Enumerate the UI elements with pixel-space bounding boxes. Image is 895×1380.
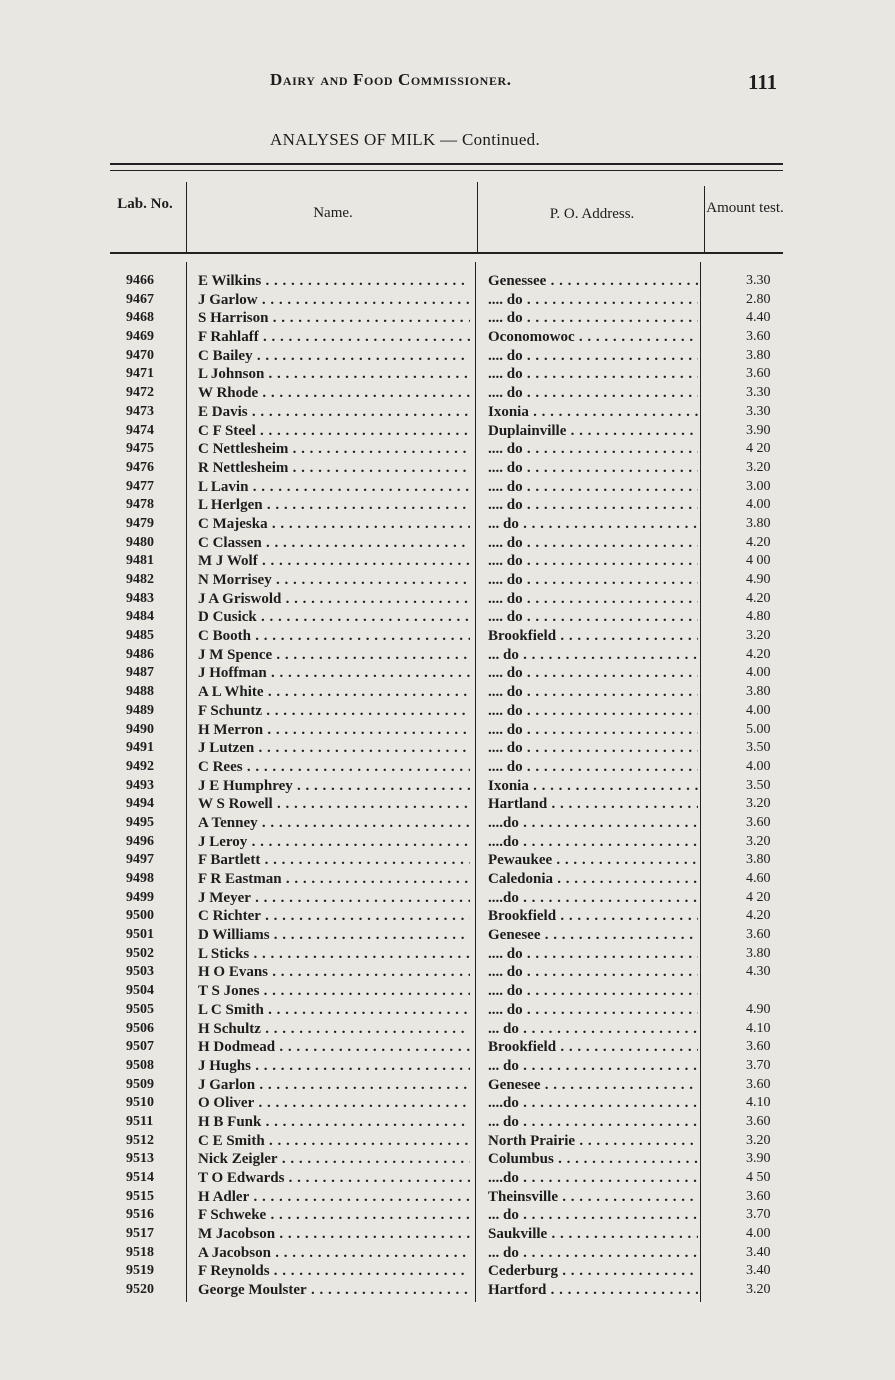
name-cell: J Leroy . . . xyxy=(198,833,470,851)
table-row xyxy=(0,1038,895,1057)
table-row xyxy=(0,777,895,796)
address-cell: ... do . . . xyxy=(488,646,698,664)
amount-cell: 3.50 xyxy=(746,740,771,756)
address-cell: Caledonia . . . xyxy=(488,870,698,888)
name-cell: M Jacobson . . . xyxy=(198,1225,470,1243)
table-row xyxy=(0,534,895,553)
address-cell: .... do . . . xyxy=(488,365,698,383)
lab-number: 9493 xyxy=(126,777,154,793)
address-cell: Brookfield . . . xyxy=(488,627,698,645)
lab-number: 9513 xyxy=(126,1151,154,1167)
amount-cell: 3.20 xyxy=(746,459,771,475)
address-cell: ....do . . . xyxy=(488,814,698,832)
amount-cell: 4.80 xyxy=(746,609,771,625)
milk-analysis-table xyxy=(0,272,895,1300)
lab-number: 9485 xyxy=(126,628,154,644)
address-cell: .... do . . . xyxy=(488,459,698,477)
amount-cell: 3.90 xyxy=(746,1151,771,1167)
lab-number: 9509 xyxy=(126,1076,154,1092)
column-header-name: Name. xyxy=(313,205,353,221)
table-row xyxy=(0,664,895,683)
name-cell: H Dodmead . . . xyxy=(198,1038,470,1056)
name-cell: C Majeska . . . xyxy=(198,515,470,533)
table-row xyxy=(0,739,895,758)
lab-number: 9491 xyxy=(126,740,154,756)
table-row xyxy=(0,702,895,721)
table-row xyxy=(0,870,895,889)
name-cell: W Rhode . . . xyxy=(198,384,470,402)
lab-number: 9483 xyxy=(126,590,154,606)
name-cell: D Cusick . . . xyxy=(198,608,470,626)
lab-number: 9494 xyxy=(126,796,154,812)
address-cell: Ixonia . . . xyxy=(488,777,698,795)
table-row xyxy=(0,926,895,945)
amount-cell: 4.30 xyxy=(746,964,771,980)
address-cell: Brookfield . . . xyxy=(488,907,698,925)
amount-cell: 4.10 xyxy=(746,1020,771,1036)
table-row xyxy=(0,1076,895,1095)
address-cell: North Prairie . . . xyxy=(488,1132,698,1150)
address-cell: .... do . . . xyxy=(488,590,698,608)
table-row xyxy=(0,1262,895,1281)
name-cell: F Reynolds . . . xyxy=(198,1262,470,1280)
table-row xyxy=(0,440,895,459)
amount-cell: 4.40 xyxy=(746,310,771,326)
lab-number: 9467 xyxy=(126,291,154,307)
name-cell: S Harrison . . . xyxy=(198,309,470,327)
amount-cell: 3.40 xyxy=(746,1244,771,1260)
address-cell: ... do . . . xyxy=(488,515,698,533)
name-cell: O Oliver . . . xyxy=(198,1094,470,1112)
amount-cell: 3.60 xyxy=(746,927,771,943)
lab-number: 9474 xyxy=(126,422,154,438)
address-cell: ....do . . . xyxy=(488,1169,698,1187)
amount-cell: 5.00 xyxy=(746,721,771,737)
amount-cell: 3.60 xyxy=(746,1188,771,1204)
name-cell: T S Jones . . . xyxy=(198,982,470,1000)
lab-number: 9475 xyxy=(126,441,154,457)
address-cell: ... do . . . xyxy=(488,1020,698,1038)
lab-number: 9466 xyxy=(126,273,154,288)
address-cell: .... do . . . xyxy=(488,534,698,552)
address-cell: Saukville . . . xyxy=(488,1225,698,1243)
amount-cell: 3.50 xyxy=(746,777,771,793)
name-cell: J A Griswold . . . xyxy=(198,590,470,608)
table-row xyxy=(0,1057,895,1076)
address-cell: .... do . . . xyxy=(488,982,698,1000)
amount-cell: 3.30 xyxy=(746,273,771,288)
lab-number: 9478 xyxy=(126,497,154,513)
name-cell: F R Eastman . . . xyxy=(198,870,470,888)
address-cell: Genesee . . . xyxy=(488,926,698,944)
table-row xyxy=(0,309,895,328)
address-cell: .... do . . . xyxy=(488,384,698,402)
name-cell: M J Wolf . . . xyxy=(198,552,470,570)
address-cell: .... do . . . xyxy=(488,945,698,963)
address-cell: ... do . . . xyxy=(488,1113,698,1131)
amount-cell: 4.90 xyxy=(746,1001,771,1017)
table-row xyxy=(0,590,895,609)
name-cell: C Bailey . . . xyxy=(198,347,470,365)
lab-number: 9519 xyxy=(126,1263,154,1279)
lab-number: 9468 xyxy=(126,310,154,326)
address-cell: ... do . . . xyxy=(488,1244,698,1262)
table-row xyxy=(0,515,895,534)
table-row xyxy=(0,1206,895,1225)
table-row xyxy=(0,422,895,441)
table-row xyxy=(0,683,895,702)
address-cell: .... do . . . xyxy=(488,608,698,626)
address-cell: .... do . . . xyxy=(488,683,698,701)
amount-cell: 3.80 xyxy=(746,347,771,363)
page-number: 111 xyxy=(748,70,778,94)
amount-cell: 4.90 xyxy=(746,572,771,587)
address-cell: .... do . . . xyxy=(488,496,698,514)
amount-cell: 4.60 xyxy=(746,871,771,886)
table-row xyxy=(0,1281,895,1300)
lab-number: 9492 xyxy=(126,758,154,774)
lab-number: 9484 xyxy=(126,609,154,625)
address-cell: ... do . . . xyxy=(488,1057,698,1075)
amount-cell: 4.20 xyxy=(746,590,771,606)
name-cell: T O Edwards . . . xyxy=(198,1169,470,1187)
name-cell: J Garlow . . . xyxy=(198,291,470,309)
lab-number: 9477 xyxy=(126,478,154,494)
lab-number: 9517 xyxy=(126,1226,154,1242)
table-row xyxy=(0,982,895,1001)
lab-number: 9515 xyxy=(126,1188,154,1204)
table-row xyxy=(0,758,895,777)
lab-number: 9520 xyxy=(126,1282,154,1298)
table-row xyxy=(0,1132,895,1151)
column-divider xyxy=(704,186,705,252)
name-cell: J Lutzen . . . xyxy=(198,739,470,757)
address-cell: Cederburg . . . xyxy=(488,1262,698,1280)
amount-cell: 3.60 xyxy=(746,1039,771,1055)
amount-cell: 4.20 xyxy=(746,646,771,662)
table-row xyxy=(0,814,895,833)
amount-cell: 3.40 xyxy=(746,1263,771,1279)
lab-number: 9508 xyxy=(126,1057,154,1073)
table-row xyxy=(0,1188,895,1207)
amount-cell: 3.30 xyxy=(746,385,771,401)
table-row xyxy=(0,328,895,347)
lab-number: 9497 xyxy=(126,852,154,868)
address-cell: Hartland . . . xyxy=(488,795,698,813)
name-cell: C Nettlesheim . . . xyxy=(198,440,470,458)
address-cell: ....do . . . xyxy=(488,889,698,907)
lab-number: 9507 xyxy=(126,1039,154,1055)
name-cell: F Schuntz . . . xyxy=(198,702,470,720)
name-cell: J Hoffman . . . xyxy=(198,664,470,682)
table-row xyxy=(0,1094,895,1113)
name-cell: F Rahlaff . . . xyxy=(198,328,470,346)
name-cell: E Wilkins . . . xyxy=(198,272,470,290)
table-row xyxy=(0,347,895,366)
name-cell: A Tenney . . . xyxy=(198,814,470,832)
table-row xyxy=(0,646,895,665)
address-cell: Theinsville . . . xyxy=(488,1188,698,1206)
name-cell: F Schweke . . . xyxy=(198,1206,470,1224)
lab-number: 9495 xyxy=(126,814,154,830)
name-cell: C Classen . . . xyxy=(198,534,470,552)
amount-cell: 4.00 xyxy=(746,1226,771,1242)
name-cell: C F Steel . . . xyxy=(198,422,470,440)
table-row xyxy=(0,365,895,384)
address-cell: .... do . . . xyxy=(488,309,698,327)
header-rule xyxy=(110,252,783,254)
lab-number: 9481 xyxy=(126,553,154,569)
lab-number: 9480 xyxy=(126,534,154,550)
table-row xyxy=(0,291,895,310)
table-row xyxy=(0,403,895,422)
lab-number: 9510 xyxy=(126,1095,154,1111)
table-row xyxy=(0,459,895,478)
amount-cell: 4.20 xyxy=(746,908,771,924)
name-cell: J Meyer . . . xyxy=(198,889,470,907)
amount-cell: 3.30 xyxy=(746,403,771,419)
table-row xyxy=(0,795,895,814)
table-row xyxy=(0,1001,895,1020)
top-rule xyxy=(110,163,783,165)
lab-number: 9499 xyxy=(126,889,154,905)
lab-number: 9486 xyxy=(126,646,154,662)
name-cell: A Jacobson . . . xyxy=(198,1244,470,1262)
name-cell: A L White . . . xyxy=(198,683,470,701)
lab-number: 9469 xyxy=(126,329,154,345)
amount-cell: 4.00 xyxy=(746,758,771,774)
amount-cell: 3.90 xyxy=(746,422,771,438)
amount-cell: 3.20 xyxy=(746,628,771,644)
lab-number: 9487 xyxy=(126,665,154,681)
table-row xyxy=(0,627,895,646)
lab-number: 9476 xyxy=(126,459,154,475)
address-cell: .... do . . . xyxy=(488,664,698,682)
amount-cell: 4.20 xyxy=(746,534,771,550)
address-cell: Columbus . . . xyxy=(488,1150,698,1168)
table-row xyxy=(0,963,895,982)
lab-number: 9504 xyxy=(126,983,154,999)
lab-number: 9514 xyxy=(126,1170,154,1185)
amount-cell: 3.80 xyxy=(746,852,771,868)
lab-number: 9489 xyxy=(126,702,154,718)
name-cell: C Booth . . . xyxy=(198,627,470,645)
lab-number: 9511 xyxy=(126,1113,154,1129)
name-cell: L C Smith . . . xyxy=(198,1001,470,1019)
amount-cell: 3.20 xyxy=(746,1282,771,1298)
running-head: Dairy and Food Commissioner. xyxy=(270,70,512,89)
name-cell: H Adler . . . xyxy=(198,1188,470,1206)
lab-number: 9479 xyxy=(126,515,154,531)
amount-cell: 3.80 xyxy=(746,945,771,961)
name-cell: L Herlgen . . . xyxy=(198,496,470,514)
table-row xyxy=(0,1244,895,1263)
lab-number: 9501 xyxy=(126,927,154,943)
table-row xyxy=(0,721,895,740)
address-cell: Genessee . . . xyxy=(488,272,698,290)
name-cell: L Lavin . . . xyxy=(198,478,470,496)
table-title: ANALYSES OF MILK — Continued. xyxy=(270,130,541,149)
name-cell: H Merron . . . xyxy=(198,721,470,739)
column-divider xyxy=(186,182,187,252)
table-row xyxy=(0,907,895,926)
address-cell: Duplainville . . . xyxy=(488,422,698,440)
table-row xyxy=(0,496,895,515)
name-cell: D Williams . . . xyxy=(198,926,470,944)
address-cell: Hartford . . . xyxy=(488,1281,698,1299)
name-cell: N Morrisey . . . xyxy=(198,571,470,589)
table-row xyxy=(0,384,895,403)
column-header-amount: Amount test. xyxy=(706,200,784,216)
table-row xyxy=(0,1150,895,1169)
amount-cell: 4 20 xyxy=(746,889,771,905)
amount-cell: 3.60 xyxy=(746,814,771,830)
address-cell: .... do . . . xyxy=(488,440,698,458)
amount-cell: 3.20 xyxy=(746,833,771,849)
lab-number: 9482 xyxy=(126,572,154,587)
address-cell: .... do . . . xyxy=(488,739,698,757)
amount-cell: 4.10 xyxy=(746,1095,771,1111)
name-cell: L Sticks . . . xyxy=(198,945,470,963)
name-cell: H Schultz . . . xyxy=(198,1020,470,1038)
amount-cell: 4.00 xyxy=(746,702,771,718)
address-cell: Pewaukee . . . xyxy=(488,851,698,869)
name-cell: Nick Zeigler . . . xyxy=(198,1150,470,1168)
name-cell: J M Spence . . . xyxy=(198,646,470,664)
amount-cell: 3.60 xyxy=(746,1113,771,1129)
lab-number: 9473 xyxy=(126,403,154,419)
amount-cell: 3.60 xyxy=(746,1076,771,1092)
address-cell: .... do . . . xyxy=(488,721,698,739)
table-row xyxy=(0,1225,895,1244)
amount-cell: 4 00 xyxy=(746,553,771,569)
amount-cell: 3.70 xyxy=(746,1057,771,1073)
table-row xyxy=(0,1020,895,1039)
name-cell: C E Smith . . . xyxy=(198,1132,470,1150)
address-cell: ....do . . . xyxy=(488,833,698,851)
lab-number: 9470 xyxy=(126,347,154,363)
address-cell: Brookfield . . . xyxy=(488,1038,698,1056)
amount-cell: 3.60 xyxy=(746,366,771,382)
lab-number: 9516 xyxy=(126,1207,154,1223)
table-row xyxy=(0,833,895,852)
lab-number: 9502 xyxy=(126,945,154,961)
name-cell: C Richter . . . xyxy=(198,907,470,925)
lab-number: 9500 xyxy=(126,908,154,924)
amount-cell: 4 50 xyxy=(746,1170,771,1185)
address-cell: .... do . . . xyxy=(488,571,698,589)
lab-number: 9518 xyxy=(126,1244,154,1260)
lab-number: 9488 xyxy=(126,684,154,700)
top-rule-thin xyxy=(110,170,783,171)
lab-number: 9496 xyxy=(126,833,154,849)
table-row xyxy=(0,552,895,571)
amount-cell: 3.60 xyxy=(746,329,771,345)
amount-cell: 3.80 xyxy=(746,515,771,531)
name-cell: J Garlon . . . xyxy=(198,1076,470,1094)
name-cell: H B Funk . . . xyxy=(198,1113,470,1131)
address-cell: Oconomowoc . . . xyxy=(488,328,698,346)
table-row xyxy=(0,608,895,627)
address-cell: .... do . . . xyxy=(488,1001,698,1019)
name-cell: F Bartlett . . . xyxy=(198,851,470,869)
address-cell: .... do . . . xyxy=(488,963,698,981)
name-cell: R Nettlesheim . . . xyxy=(198,459,470,477)
amount-cell: 4.00 xyxy=(746,665,771,681)
lab-number: 9505 xyxy=(126,1001,154,1017)
table-row xyxy=(0,1113,895,1132)
amount-cell: 3.80 xyxy=(746,684,771,700)
table-row xyxy=(0,478,895,497)
lab-number: 9512 xyxy=(126,1132,154,1148)
address-cell: .... do . . . xyxy=(488,758,698,776)
table-row xyxy=(0,945,895,964)
amount-cell: 3.70 xyxy=(746,1207,771,1223)
name-cell: H O Evans . . . xyxy=(198,963,470,981)
column-header-address: P. O. Address. xyxy=(549,206,635,222)
name-cell: George Moulster . . . xyxy=(198,1281,470,1299)
address-cell: ... do . . . xyxy=(488,1206,698,1224)
amount-cell: 3.20 xyxy=(746,796,771,812)
address-cell: .... do . . . xyxy=(488,291,698,309)
amount-cell: 4.00 xyxy=(746,497,771,513)
table-row xyxy=(0,571,895,590)
address-cell: Ixonia . . . xyxy=(488,403,698,421)
name-cell: L Johnson . . . xyxy=(198,365,470,383)
column-header-lab-no: Lab. No. xyxy=(117,196,173,212)
amount-cell: 2.80 xyxy=(746,291,771,307)
lab-number: 9503 xyxy=(126,964,154,980)
table-row xyxy=(0,272,895,291)
address-cell: .... do . . . xyxy=(488,347,698,365)
name-cell: J E Humphrey . . . xyxy=(198,777,470,795)
address-cell: Genesee . . . xyxy=(488,1076,698,1094)
lab-number: 9490 xyxy=(126,721,154,737)
amount-cell: 4 20 xyxy=(746,441,771,457)
name-cell: W S Rowell . . . xyxy=(198,795,470,813)
name-cell: C Rees . . . xyxy=(198,758,470,776)
lab-number: 9506 xyxy=(126,1020,154,1036)
lab-number: 9472 xyxy=(126,385,154,401)
amount-cell: 3.00 xyxy=(746,478,771,494)
address-cell: .... do . . . xyxy=(488,702,698,720)
address-cell: ....do . . . xyxy=(488,1094,698,1112)
lab-number: 9471 xyxy=(126,366,154,382)
address-cell: .... do . . . xyxy=(488,552,698,570)
name-cell: E Davis . . . xyxy=(198,403,470,421)
name-cell: J Hughs . . . xyxy=(198,1057,470,1075)
lab-number: 9498 xyxy=(126,871,154,886)
table-row xyxy=(0,1169,895,1188)
address-cell: .... do . . . xyxy=(488,478,698,496)
table-row xyxy=(0,889,895,908)
table-row xyxy=(0,851,895,870)
amount-cell: 3.20 xyxy=(746,1132,771,1148)
